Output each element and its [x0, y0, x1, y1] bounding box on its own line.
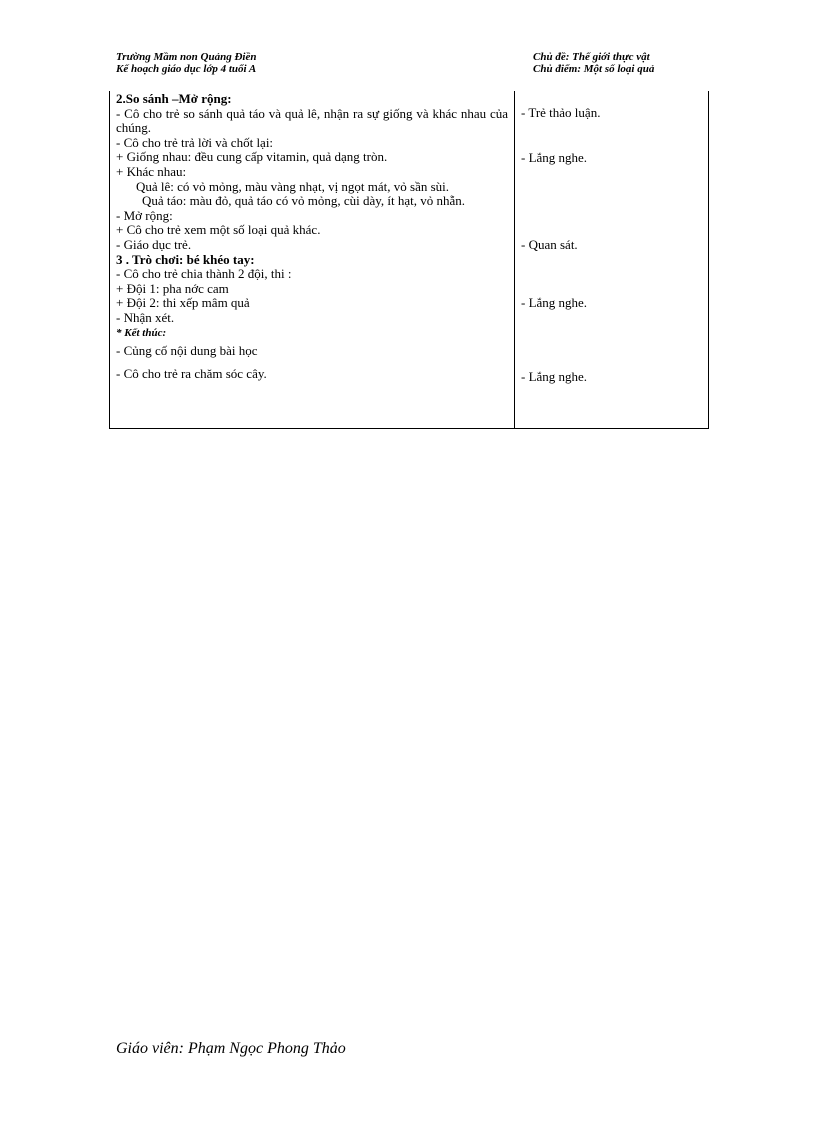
activity-line: - Cô cho trẻ trả lời và chốt lại:	[116, 134, 274, 150]
column-divider	[514, 91, 515, 429]
section-heading-end: * Kết thúc:	[116, 326, 167, 339]
section-heading-game: 3 . Trò chơi: bé khéo tay:	[116, 251, 255, 267]
header-right	[533, 51, 654, 75]
teacher-activities-column	[116, 92, 508, 381]
section-heading-compare: 2.So sánh –Mở rộng:	[116, 91, 232, 106]
activity-line	[116, 194, 508, 209]
activity-line: - Củng cố nội dung bài học	[116, 343, 258, 359]
apple-description: Quả táo: màu đỏ, quả táo có vỏ mỏng, cùi dày, ít hạt, vỏ nhẵn.	[142, 193, 466, 209]
activity-line: - Mở rộng:	[116, 207, 173, 223]
topic: Chủ đề: Thế giới thực vật	[533, 51, 650, 63]
activity-line: - Cô cho trẻ so sánh quả táo và quả lê, nhận ra sự giống và khác nhau của chúng.	[116, 105, 508, 136]
activity-line	[116, 180, 508, 195]
activity-line: - Cô cho trẻ ra chăm sóc cây.	[116, 365, 267, 381]
header-left	[116, 51, 256, 75]
teacher-signature: Giáo viên: Phạm Ngọc Phong Thảo	[116, 1040, 346, 1057]
subtopic: Chủ điểm: Một số loại quả	[533, 63, 655, 75]
activity-line: - Cô cho trẻ chia thành 2 đội, thi :	[116, 266, 292, 282]
pear-description: Quả lê: có vỏ mỏng, màu vàng nhạt, vị ngọt mát, vỏ sần sùi.	[136, 178, 450, 194]
activity-line: + Đội 2: thi xếp mâm quả	[116, 295, 250, 311]
child-activity: - Quan sát.	[521, 237, 578, 252]
child-activity: - Trẻ thảo luận.	[521, 105, 601, 120]
activity-line: - Giáo dục trẻ.	[116, 236, 192, 252]
activity-line: + Đội 1: pha nớc cam	[116, 280, 229, 296]
child-activity: - Lắng nghe.	[521, 150, 588, 165]
activity-line: - Nhận xét.	[116, 309, 175, 325]
child-activity: - Lắng nghe.	[521, 369, 588, 384]
child-activity: - Lắng nghe.	[521, 295, 588, 310]
plan-title: Kế hoạch giáo dục lớp 4 tuổi A	[116, 63, 257, 75]
activity-line: + Cô cho trẻ xem một số loại quả khác.	[116, 222, 321, 238]
activity-line: + Giống nhau: đều cung cấp vitamin, quả dạng tròn.	[116, 149, 388, 165]
activity-line: + Khác nhau:	[116, 163, 187, 179]
school-name: Trường Mầm non Quảng Điền	[116, 51, 257, 63]
